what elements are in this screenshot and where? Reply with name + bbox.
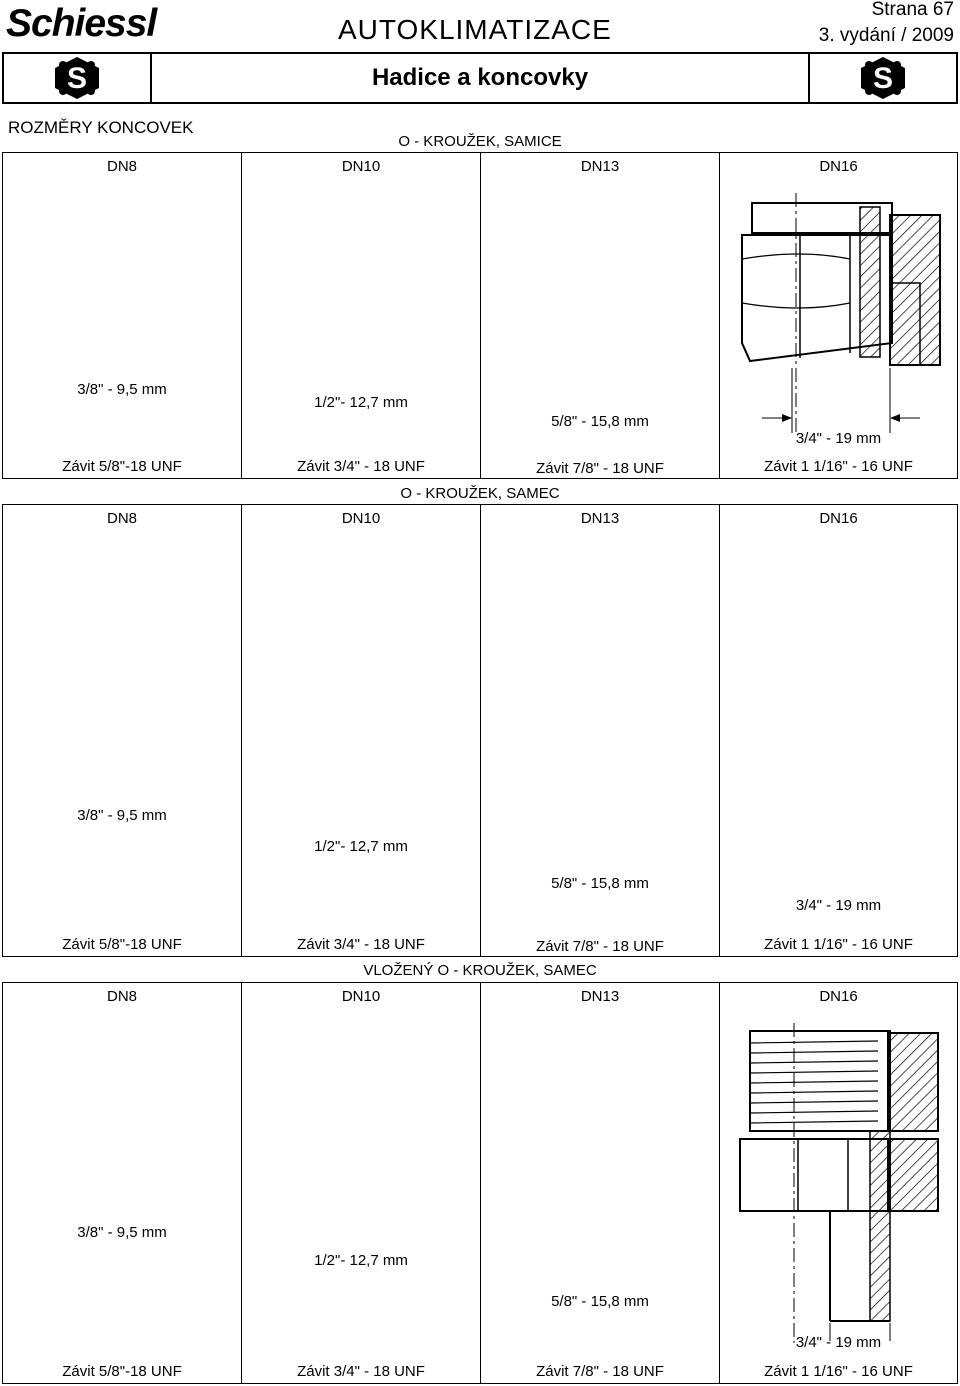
thread-label: Závit 5/8"-18 UNF xyxy=(62,936,182,953)
thread-label: Závit 7/8" - 18 UNF xyxy=(536,938,664,955)
size-label: 3/4" - 19 mm xyxy=(795,897,882,914)
dn-label: DN16 xyxy=(819,988,858,1005)
dn-label: DN10 xyxy=(341,158,381,175)
dn-label: DN8 xyxy=(106,988,137,1005)
column-dn16 xyxy=(720,983,957,1383)
thread-label: Závit 1 1/16" - 16 UNF xyxy=(764,458,913,475)
section-title-male-o-ring: O - KROUŽEK, SAMEC xyxy=(400,485,560,502)
column-dn10 xyxy=(242,983,481,1383)
page-heading: ROZMĚRY KONCOVEK xyxy=(8,118,194,137)
thread-label: Závit 3/4" - 18 UNF xyxy=(297,458,425,475)
column-dn16 xyxy=(720,505,957,956)
document-title: AUTOKLIMATIZACE xyxy=(338,14,612,45)
thread-label: Závit 1 1/16" - 16 UNF xyxy=(764,1363,913,1380)
size-label: 3/8" - 9,5 mm xyxy=(77,381,167,398)
logo-box-right xyxy=(808,54,956,102)
dn-label: DN16 xyxy=(819,510,858,527)
size-label: 1/2"- 12,7 mm xyxy=(314,1252,408,1269)
edition-label: 3. vydání / 2009 xyxy=(818,25,954,46)
dn-label: DN8 xyxy=(106,158,137,175)
size-label: 1/2"- 12,7 mm xyxy=(314,838,408,855)
size-label: 3/8" - 9,5 mm xyxy=(77,1224,167,1241)
schiessl-s-logo-icon xyxy=(858,56,908,100)
dn-label: DN10 xyxy=(341,988,381,1005)
section-grid-female-o-ring xyxy=(2,152,958,479)
size-label: 3/4" - 19 mm xyxy=(795,1334,882,1351)
dn-label: DN10 xyxy=(341,510,381,527)
thread-label: Závit 7/8" - 18 UNF xyxy=(536,460,664,477)
logo-letter: S xyxy=(66,62,88,95)
male-insert-fitting-drawing xyxy=(738,1023,948,1343)
column-dn10 xyxy=(242,153,481,478)
size-label: 5/8" - 15,8 mm xyxy=(551,1293,649,1310)
size-label: 3/4" - 19 mm xyxy=(795,430,882,447)
thread-label: Závit 5/8"-18 UNF xyxy=(62,1363,182,1380)
size-label: 5/8" - 15,8 mm xyxy=(551,413,649,430)
dn-label: DN13 xyxy=(580,510,620,527)
thread-label: Závit 7/8" - 18 UNF xyxy=(536,1363,664,1380)
thread-label: Závit 3/4" - 18 UNF xyxy=(297,1363,425,1380)
column-dn13 xyxy=(481,983,720,1383)
page-subtitle: Hadice a koncovky xyxy=(371,64,589,91)
size-label: 3/8" - 9,5 mm xyxy=(77,807,167,824)
brand-logo-text: Schiessl xyxy=(6,2,157,45)
column-dn13 xyxy=(481,505,720,956)
column-dn8 xyxy=(3,153,242,478)
section-grid-inserted-o-ring xyxy=(2,982,958,1384)
dn-label: DN13 xyxy=(580,158,620,175)
logo-letter: S xyxy=(872,62,894,95)
column-dn8 xyxy=(3,505,242,956)
dn-label: DN13 xyxy=(580,988,620,1005)
column-dn13 xyxy=(481,153,720,478)
page-number: Strana 67 xyxy=(871,0,954,20)
section-title-female-o-ring: O - KROUŽEK, SAMICE xyxy=(398,133,562,150)
section-title-inserted-o-ring: VLOŽENÝ O - KROUŽEK, SAMEC xyxy=(363,962,597,979)
thread-label: Závit 3/4" - 18 UNF xyxy=(297,936,425,953)
size-label: 1/2"- 12,7 mm xyxy=(314,394,408,411)
column-dn16 xyxy=(720,153,957,478)
header-band xyxy=(2,52,958,104)
section-grid-male-o-ring xyxy=(2,504,958,957)
column-dn10 xyxy=(242,505,481,956)
column-dn8 xyxy=(3,983,242,1383)
dn-label: DN16 xyxy=(819,158,858,175)
dn-label: DN8 xyxy=(106,510,137,527)
size-label: 5/8" - 15,8 mm xyxy=(551,875,649,892)
thread-label: Závit 1 1/16" - 16 UNF xyxy=(764,936,913,953)
female-nut-fitting-drawing xyxy=(740,193,950,443)
thread-label: Závit 5/8"-18 UNF xyxy=(62,458,182,475)
